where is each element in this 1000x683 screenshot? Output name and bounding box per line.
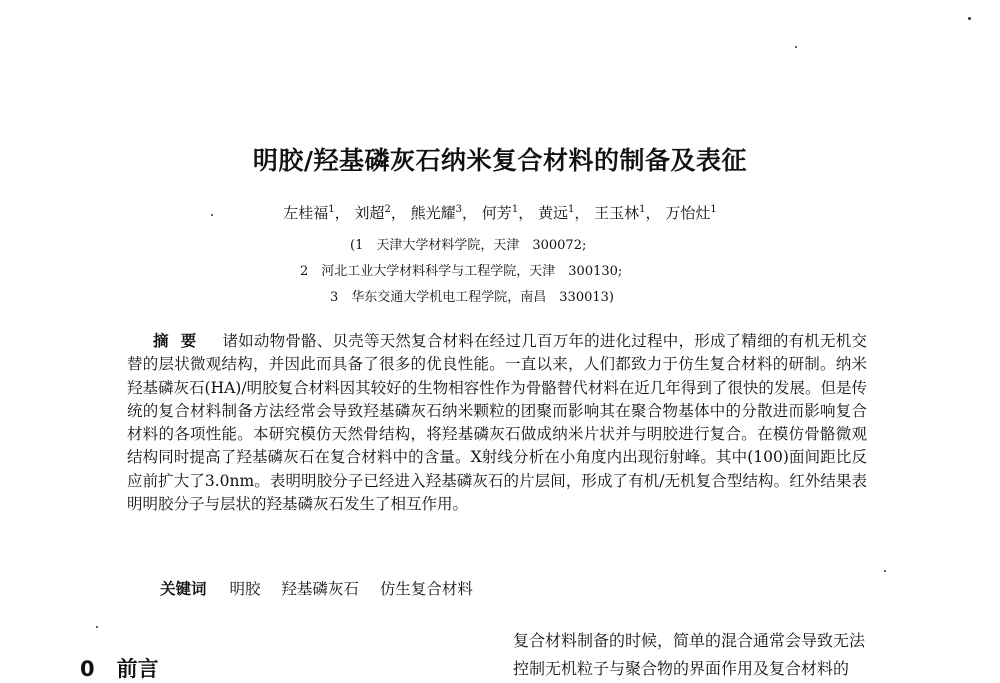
abstract-label: 摘要	[153, 331, 209, 350]
section-title: 前言	[116, 657, 159, 681]
author: 王玉林$^1$	[594, 204, 646, 222]
body-line: 复合材料制备的时候，简单的混合通常会导致无法	[513, 631, 866, 650]
affiliation-3: 3 华东交通大学机电工程学院，南昌 330013)	[330, 290, 614, 305]
scan-speck	[968, 17, 971, 20]
author: 刘超$^2$	[354, 204, 391, 222]
keywords	[160, 577, 489, 599]
section-number: 0	[80, 657, 95, 681]
scan-speck	[884, 570, 886, 572]
scan-speck	[211, 214, 213, 216]
abstract	[127, 329, 867, 516]
author: 左桂福$^1$	[283, 204, 335, 222]
keywords-label: 关键词	[160, 579, 207, 598]
keyword: 仿生复合材料	[379, 580, 473, 598]
affiliation-2: 2 河北工业大学材料科学与工程学院，天津 300130;	[300, 264, 623, 279]
author: 黄远$^1$	[537, 204, 575, 222]
author-list: 左桂福$^1$， 刘超$^2$， 熊光耀$^3$， 何芳$^1$， 黄远$^1$， 王玉林$^1$， 万怡灶$^1$	[283, 204, 717, 222]
abstract-text: 诸如动物骨骼、贝壳等天然复合材料在经过几百万年的进化过程中，形成了精细的有机无机交替的层状微观结构，并因此而具备了很多的优良性能。一直以来，人们都致力于仿生复合材料的研制。纳米羟基磷灰石(HA)/明胶复合材料因其较好的生物相容性作为骨骼替代材料在近几年得到了很快的发展。但是传统的复合材料制备方法经常会导致羟基磷灰石纳米颗粒的团聚而影响其在聚合物基体中的分散进而影响复合材料的各项性能。本研究模仿天然骨结构，将羟基磷灰石做成纳米片状并与明胶进行复合。在模仿骨骼微观结构同时提高了羟基磷灰石在复合材料中的含量。X射线分析在小角度内出现衍射峰。其中(100)面间距比反应前扩大了3.0nm。表明明胶分子已经进入羟基磷灰石的片层间，形成了有机/无机复合型结构。红外结果表明明胶分子与层状的羟基磷灰石发生了相互作用。	[127, 332, 867, 514]
author: 万怡灶$^1$	[665, 204, 717, 222]
keyword: 明胶	[229, 580, 261, 598]
keyword: 羟基磷灰石	[281, 580, 359, 598]
scan-speck	[795, 46, 797, 48]
body-line: 控制无机粒子与聚合物的界面作用及复合材料的	[513, 659, 850, 678]
section-heading	[80, 653, 159, 683]
paper-title: 明胶/羟基磷灰石纳米复合材料的制备及表征	[252, 146, 748, 175]
scan-speck	[96, 626, 98, 628]
author: 熊光耀$^3$	[410, 204, 463, 222]
affiliation-1: (1 天津大学材料学院，天津 300072;	[350, 238, 587, 253]
right-column-text	[513, 627, 933, 683]
author: 何芳$^1$	[481, 204, 519, 222]
